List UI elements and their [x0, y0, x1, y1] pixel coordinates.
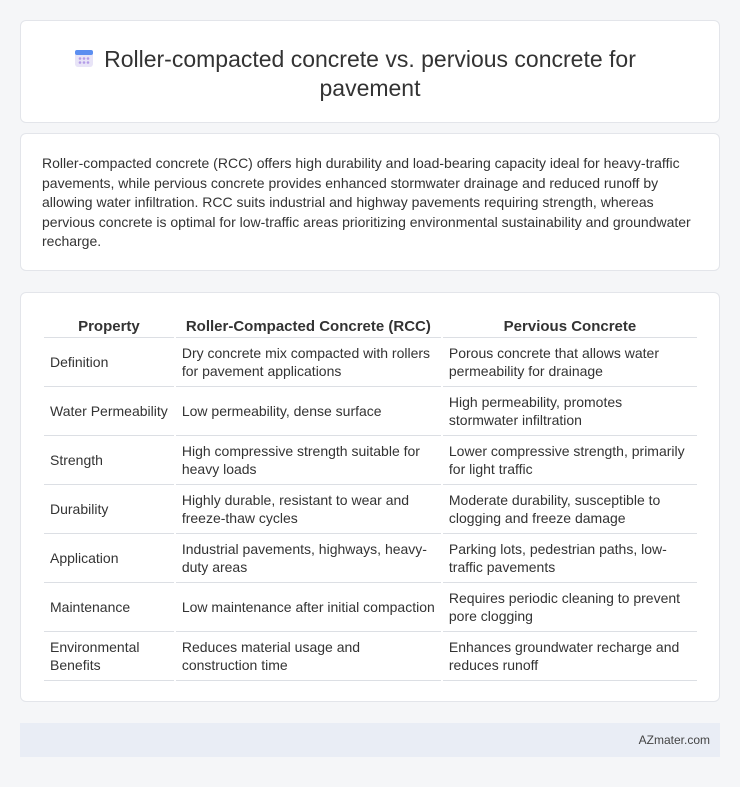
row-rcc: Low maintenance after initial compaction — [176, 583, 441, 632]
row-pervious: Enhances groundwater recharge and reduces runoff — [443, 632, 697, 681]
summary-paragraph: Roller-compacted concrete (RCC) offers high durability and load-bearing capacity ideal for heavy-traffic pavements, while pervious concrete provides enhanced stormwater drainage and reduced runoff by allowing water infiltration. RCC suits industrial and highway pavements requiring strength, whereas pervious concrete is optimal for low-traffic areas prioritizing environmental sustainability and groundwater recharge. — [42, 155, 691, 250]
title-card — [20, 20, 720, 123]
row-rcc: Low permeability, dense surface — [176, 387, 441, 436]
row-pervious: Parking lots, pedestrian paths, low-traffic pavements — [443, 534, 697, 583]
table-row — [44, 583, 697, 632]
table-row — [44, 436, 697, 485]
table-row — [44, 485, 697, 534]
row-property: Definition — [44, 338, 174, 387]
row-property: Application — [44, 534, 174, 583]
header-pervious: Pervious Concrete — [443, 311, 697, 338]
row-property: Maintenance — [44, 583, 174, 632]
table-row — [44, 632, 697, 681]
row-property: Environmental Benefits — [44, 632, 174, 681]
footer-brand[interactable]: AZmater.com — [638, 733, 710, 747]
header-property: Property — [44, 311, 174, 338]
table-row — [44, 534, 697, 583]
summary-card — [20, 133, 720, 271]
row-rcc: High compressive strength suitable for heavy loads — [176, 436, 441, 485]
row-rcc: Reduces material usage and construction time — [176, 632, 441, 681]
row-pervious: Requires periodic cleaning to prevent pore clogging — [443, 583, 697, 632]
row-pervious: High permeability, promotes stormwater infiltration — [443, 387, 697, 436]
row-pervious: Moderate durability, susceptible to clogging and freeze damage — [443, 485, 697, 534]
row-pervious: Lower compressive strength, primarily for light traffic — [443, 436, 697, 485]
header-rcc: Roller-Compacted Concrete (RCC) — [176, 311, 441, 338]
row-pervious: Porous concrete that allows water permeability for drainage — [443, 338, 697, 387]
table-header-row — [44, 311, 697, 338]
footer-bar — [20, 723, 720, 757]
page-title: Roller-compacted concrete vs. pervious concrete for pavement — [104, 46, 636, 101]
table-row — [44, 338, 697, 387]
row-rcc: Dry concrete mix compacted with rollers for pavement applications — [176, 338, 441, 387]
comparison-card — [20, 292, 720, 702]
comparison-table — [42, 311, 699, 681]
row-property: Water Permeability — [44, 387, 174, 436]
row-property: Strength — [44, 436, 174, 485]
table-row — [44, 387, 697, 436]
row-rcc: Highly durable, resistant to wear and freeze-thaw cycles — [176, 485, 441, 534]
row-rcc: Industrial pavements, highways, heavy-duty areas — [176, 534, 441, 583]
row-property: Durability — [44, 485, 174, 534]
